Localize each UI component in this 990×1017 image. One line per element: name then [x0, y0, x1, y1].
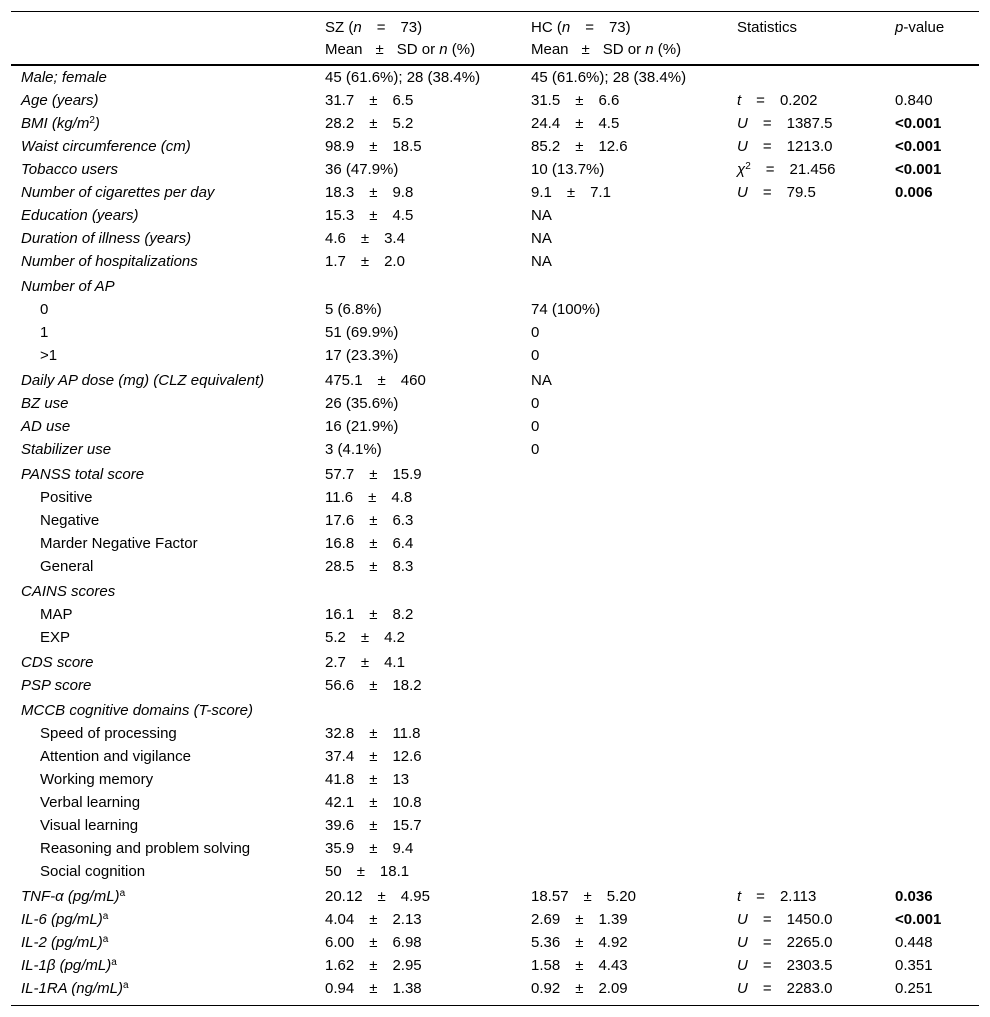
header-p-value: p-value: [895, 19, 945, 36]
hc-value: 9.1 ± 7.1: [531, 184, 611, 201]
sz-value: 6.00 ± 6.98: [325, 934, 422, 951]
hc-value: NA: [531, 230, 552, 247]
row-label: EXP: [40, 629, 71, 646]
hc-value: 0: [531, 418, 540, 435]
p-value: <0.001: [895, 161, 942, 178]
hc-value: 1.58 ± 4.43: [531, 957, 628, 974]
sz-value: 16 (21.9%): [325, 418, 399, 435]
row-label: Verbal learning: [40, 794, 141, 811]
statistic: U = 1450.0: [737, 911, 833, 928]
sz-value: 98.9 ± 18.5: [325, 138, 422, 155]
table-row: [11, 298, 979, 321]
sz-value: 56.6 ± 18.2: [325, 677, 422, 694]
header-hc: HC (n = 73) Mean ± SD or n (%): [531, 19, 682, 58]
table-row: [11, 438, 979, 461]
table-row: [11, 745, 979, 768]
hc-value: NA: [531, 253, 552, 270]
table-row: [11, 89, 979, 112]
row-label: CAINS scores: [21, 583, 116, 600]
hc-value: 24.4 ± 4.5: [531, 115, 620, 132]
row-label: IL-6 $(pg/mL)^a$: [21, 911, 109, 928]
table-row: [11, 181, 979, 204]
table-row: [11, 204, 979, 227]
row-label: BMI $(kg/m^2)$: [21, 115, 100, 132]
sz-value: 26 (35.6%): [325, 395, 399, 412]
sz-value: 4.04 ± 2.13: [325, 911, 422, 928]
table-row: [11, 66, 979, 89]
sz-value: 28.5 ± 8.3: [325, 558, 414, 575]
row-label: >1: [40, 347, 58, 364]
sz-value: 20.12 ± 4.95: [325, 888, 430, 905]
sz-value: 17 (23.3%): [325, 347, 399, 364]
table-row: [11, 977, 979, 1000]
sz-value: 50 ± 18.1: [325, 863, 410, 880]
sz-value: 35.9 ± 9.4: [325, 840, 414, 857]
table-row: [11, 954, 979, 977]
statistic: $\chi^2 = 21.456$: [737, 161, 836, 178]
row-label: CDS score: [21, 654, 94, 671]
row-label: Positive: [40, 489, 93, 506]
hc-value: 0: [531, 441, 540, 458]
p-value: <0.001: [895, 115, 942, 132]
table-row: [11, 791, 979, 814]
table-row: [11, 486, 979, 509]
table-row: [11, 369, 979, 392]
table-row: [11, 250, 979, 273]
row-label: Speed of processing: [40, 725, 177, 742]
hc-value: 0: [531, 347, 540, 364]
hc-value: 0: [531, 324, 540, 341]
statistic: U = 2265.0: [737, 934, 833, 951]
table-row: [11, 509, 979, 532]
sz-value: 5 (6.8%): [325, 301, 382, 318]
table-row: [11, 415, 979, 438]
row-label: Number of cigarettes per day: [21, 184, 215, 201]
hc-value: 5.36 ± 4.92: [531, 934, 628, 951]
row-label: IL-1β $(pg/mL)^a$: [21, 957, 117, 974]
table-row: [11, 555, 979, 578]
table-row: [11, 158, 979, 181]
statistic: U = 79.5: [737, 184, 816, 201]
row-label: Marder Negative Factor: [40, 535, 198, 552]
row-label: Education (years): [21, 207, 139, 224]
row-label: 0: [40, 301, 49, 318]
row-label: PANSS total score: [21, 466, 145, 483]
row-label: IL-1RA $(ng/mL)^a$: [21, 980, 129, 997]
row-label: Negative: [40, 512, 100, 529]
header-statistics: Statistics: [737, 19, 798, 36]
p-value: <0.001: [895, 911, 942, 928]
table-row: [11, 908, 979, 931]
hc-value: 31.5 ± 6.6: [531, 92, 620, 109]
p-value: <0.001: [895, 138, 942, 155]
table-row: [11, 931, 979, 954]
statistic: U = 2283.0: [737, 980, 833, 997]
table-row: [11, 321, 979, 344]
hc-value: 0.92 ± 2.09: [531, 980, 628, 997]
hc-value: 0: [531, 395, 540, 412]
row-label: Age (years): [21, 92, 99, 109]
table-row: [11, 580, 979, 603]
table-row: [11, 532, 979, 555]
table-row: [11, 392, 979, 415]
row-label: Number of hospitalizations: [21, 253, 198, 270]
p-value: 0.036: [895, 888, 933, 905]
row-label: TNF-α $(pg/mL)^a$: [21, 888, 126, 905]
hc-value: 2.69 ± 1.39: [531, 911, 628, 928]
row-label: 1: [40, 324, 49, 341]
sz-value: 31.7 ± 6.5: [325, 92, 414, 109]
sz-value: 57.7 ± 15.9: [325, 466, 422, 483]
statistic: U = 1213.0: [737, 138, 833, 155]
row-label: Visual learning: [40, 817, 139, 834]
sz-value: 42.1 ± 10.8: [325, 794, 422, 811]
table-row: [11, 626, 979, 649]
statistic: U = 1387.5: [737, 115, 833, 132]
table-row: [11, 275, 979, 298]
sz-value: 17.6 ± 6.3: [325, 512, 414, 529]
table-row: [11, 814, 979, 837]
hc-value: 74 (100%): [531, 301, 601, 318]
p-value: 0.448: [895, 934, 933, 951]
row-label: Male; female: [21, 69, 107, 86]
table-row: [11, 885, 979, 908]
p-value: 0.351: [895, 957, 933, 974]
table-row: [11, 227, 979, 250]
row-label: PSP score: [21, 677, 92, 694]
row-label: Tobacco users: [21, 161, 119, 178]
sz-value: 5.2 ± 4.2: [325, 629, 405, 646]
sz-value: 39.6 ± 15.7: [325, 817, 422, 834]
statistic: U = 2303.5: [737, 957, 833, 974]
row-label: Stabilizer use: [21, 441, 112, 458]
sz-value: 3 (4.1%): [325, 441, 382, 458]
statistic: t = 2.113: [737, 888, 817, 905]
table-row: [11, 135, 979, 158]
hc-value: 10 (13.7%): [531, 161, 605, 178]
statistic: t = 0.202: [737, 92, 818, 109]
sz-value: 32.8 ± 11.8: [325, 725, 421, 742]
sz-value: 4.6 ± 3.4: [325, 230, 405, 247]
row-label: Reasoning and problem solving: [40, 840, 251, 857]
table-row: [11, 651, 979, 674]
sz-value: 1.7 ± 2.0: [325, 253, 405, 270]
sz-value: 36 (47.9%): [325, 161, 399, 178]
sz-value: 475.1 ± 460: [325, 372, 426, 389]
sz-value: 18.3 ± 9.8: [325, 184, 414, 201]
row-label: Social cognition: [40, 863, 146, 880]
table-row: [11, 837, 979, 860]
table-row: [11, 768, 979, 791]
sz-value: 41.8 ± 13: [325, 771, 410, 788]
header-sz: SZ (n = 73) Mean ± SD or n (%): [325, 19, 476, 58]
table-row: [11, 112, 979, 135]
table-row: [11, 722, 979, 745]
sz-value: 15.3 ± 4.5: [325, 207, 414, 224]
p-value: 0.840: [895, 92, 933, 109]
sz-value: 37.4 ± 12.6: [325, 748, 422, 765]
row-label: Waist circumference (cm): [21, 138, 191, 155]
p-value: 0.251: [895, 980, 933, 997]
hc-value: 45 (61.6%); 28 (38.4%): [531, 69, 687, 86]
row-label: BZ use: [21, 395, 69, 412]
row-label: IL-2 $(pg/mL)^a$: [21, 934, 109, 951]
sz-value: 16.8 ± 6.4: [325, 535, 414, 552]
table-row: [11, 860, 979, 883]
table-header: [11, 12, 979, 66]
row-label: MCCB cognitive domains (T-score): [21, 702, 254, 719]
p-value: 0.006: [895, 184, 933, 201]
table-row: [11, 674, 979, 697]
sz-value: 2.7 ± 4.1: [325, 654, 405, 671]
sz-value: 0.94 ± 1.38: [325, 980, 422, 997]
row-label: Attention and vigilance: [40, 748, 191, 765]
sz-value: 28.2 ± 5.2: [325, 115, 414, 132]
hc-value: 85.2 ± 12.6: [531, 138, 628, 155]
table-row: [11, 344, 979, 367]
table-row: [11, 603, 979, 626]
hc-value: 18.57 ± 5.20: [531, 888, 636, 905]
row-label: General: [40, 558, 94, 575]
table-row: [11, 699, 979, 722]
hc-value: NA: [531, 207, 552, 224]
row-label: AD use: [21, 418, 71, 435]
row-label: Working memory: [40, 771, 154, 788]
demographics-table: [11, 11, 979, 1006]
sz-value: 16.1 ± 8.2: [325, 606, 414, 623]
row-label: Duration of illness (years): [21, 230, 192, 247]
row-label: Daily AP dose (mg) (CLZ equivalent): [21, 372, 265, 389]
hc-value: NA: [531, 372, 552, 389]
row-label: Number of AP: [21, 278, 115, 295]
sz-value: 45 (61.6%); 28 (38.4%): [325, 69, 481, 86]
sz-value: 11.6 ± 4.8: [325, 489, 413, 506]
row-label: MAP: [40, 606, 73, 623]
table-row: [11, 463, 979, 486]
sz-value: 1.62 ± 2.95: [325, 957, 422, 974]
sz-value: 51 (69.9%): [325, 324, 399, 341]
